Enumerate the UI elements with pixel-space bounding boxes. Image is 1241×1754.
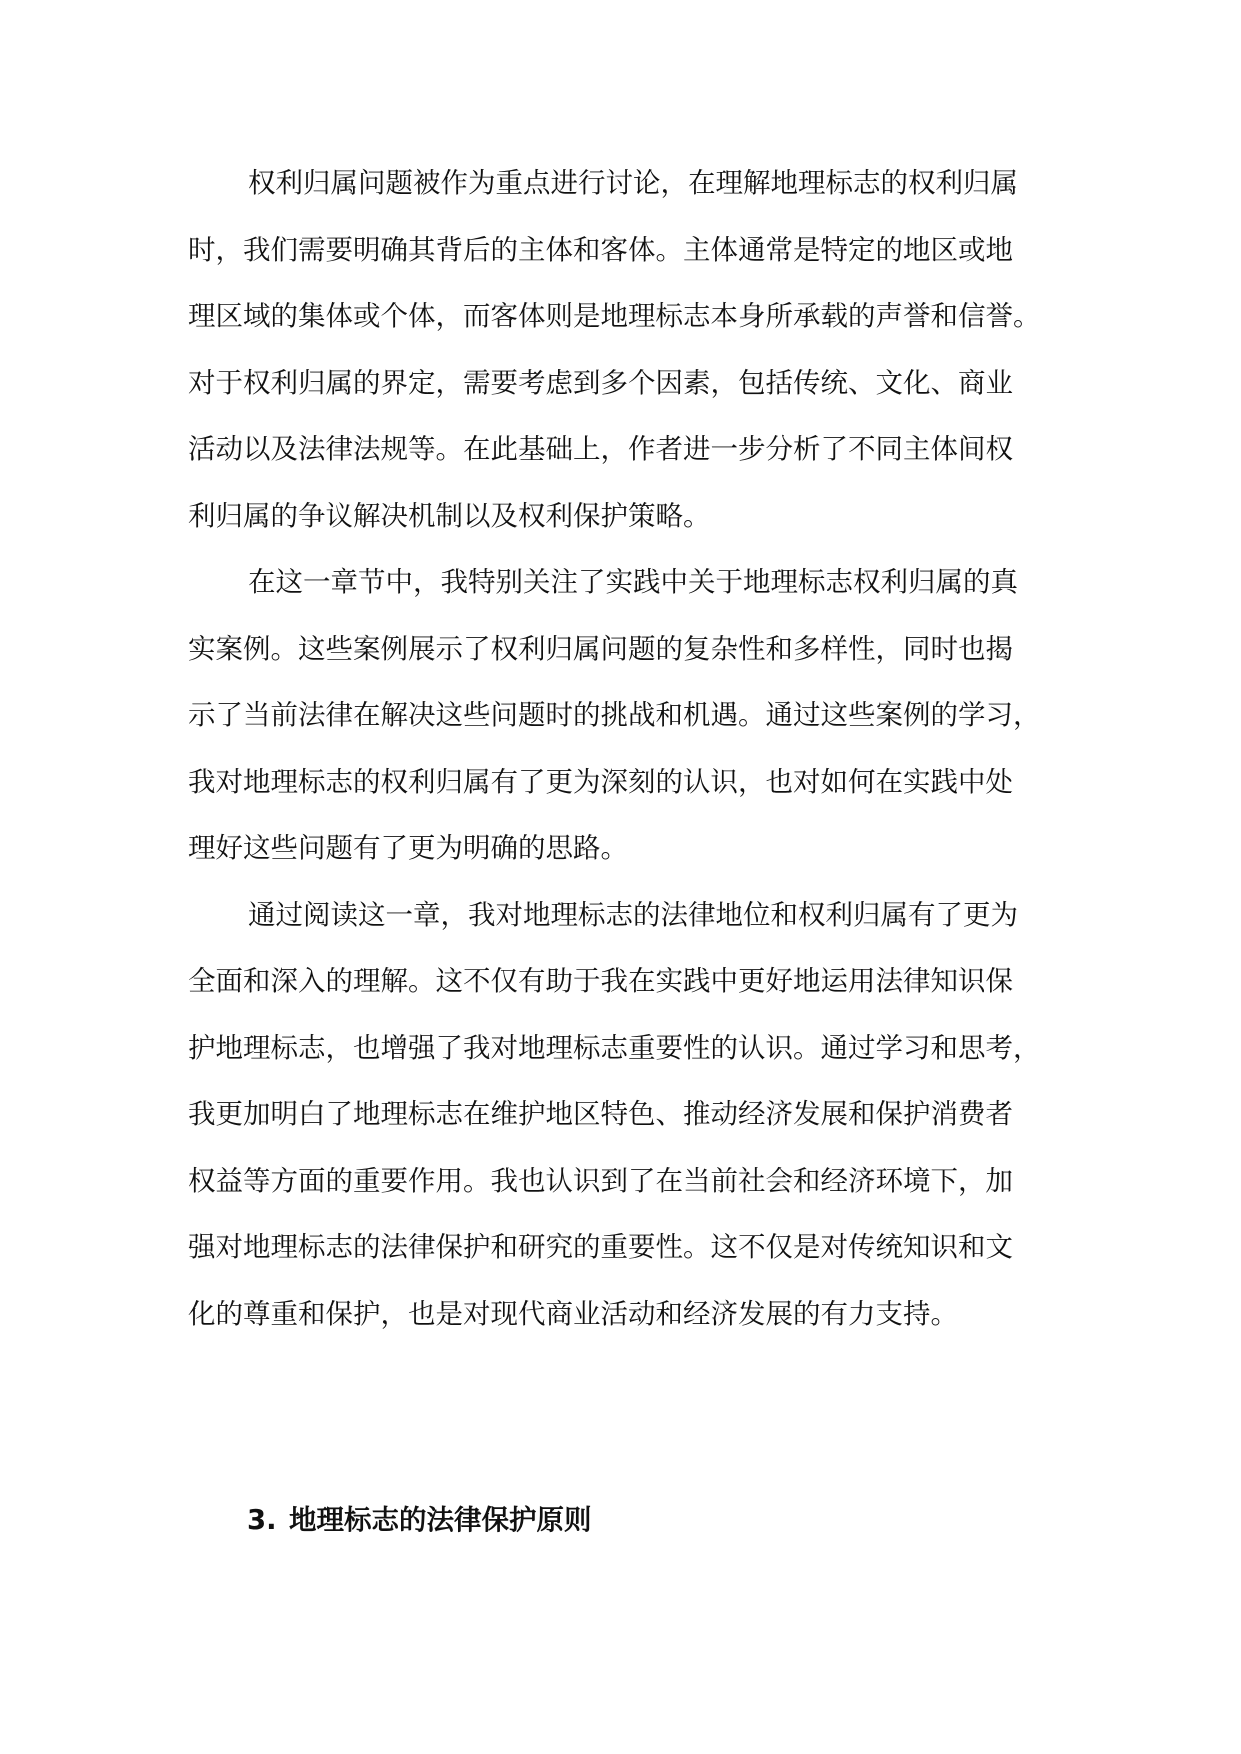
paragraph-1-line-3: 理区域的集体或个体，而客体则是地理标志本身所承载的声誉和信誉。 [188,300,1041,332]
body-text [188,150,1068,1347]
paragraph-2-line-2: 实案例。这些案例展示了权利归属问题的复杂性和多样性，同时也揭 [188,632,1013,665]
paragraph-2-line-4: 我对地理标志的权利归属有了更为深刻的认识，也对如何在实践中处 [188,765,1013,798]
paragraph-1-line-2: 时，我们需要明确其背后的主体和客体。主体通常是特定的地区或地 [188,233,1013,266]
paragraph-1-line-1: 权利归属问题被作为重点进行讨论，在理解地理标志的权利归属 [248,167,1018,199]
paragraph-1-line-5: 活动以及法律法规等。在此基础上，作者进一步分析了不同主体间权 [188,433,1013,465]
section-number: 3. [247,1504,277,1536]
paragraph-1-line-4: 对于权利归属的界定，需要考虑到多个因素，包括传统、文化、商业 [188,366,1013,399]
paragraph-3-line-3: 护地理标志，也增强了我对地理标志重要性的认识。通过学习和思考， [188,1031,1041,1064]
paragraph-1-line-6: 利归属的争议解决机制以及权利保护策略。 [188,499,711,532]
paragraph-2-line-1: 在这一章节中，我特别关注了实践中关于地理标志权利归属的真 [248,566,1018,598]
section-title: 地理标志的法律保护原则 [289,1504,592,1536]
paragraph-3-line-5: 权益等方面的重要作用。我也认识到了在当前社会和经济环境下，加 [188,1164,1013,1197]
paragraph-2-line-5: 理好这些问题有了更为明确的思路。 [188,832,628,864]
paragraph-3-line-1: 通过阅读这一章，我对地理标志的法律地位和权利归属有了更为 [248,898,1018,931]
paragraph-3-line-7: 化的尊重和保护，也是对现代商业活动和经济发展的有力支持。 [188,1297,958,1330]
paragraph-2-line-3: 示了当前法律在解决这些问题时的挑战和机遇。通过这些案例的学习， [188,699,1041,731]
section-heading [247,1495,592,1545]
paragraph-3-line-6: 强对地理标志的法律保护和研究的重要性。这不仅是对传统知识和文 [188,1231,1013,1263]
paragraph-3-line-2: 全面和深入的理解。这不仅有助于我在实践中更好地运用法律知识保 [188,965,1013,997]
paragraph-3-line-4: 我更加明白了地理标志在维护地区特色、推动经济发展和保护消费者 [188,1098,1013,1130]
